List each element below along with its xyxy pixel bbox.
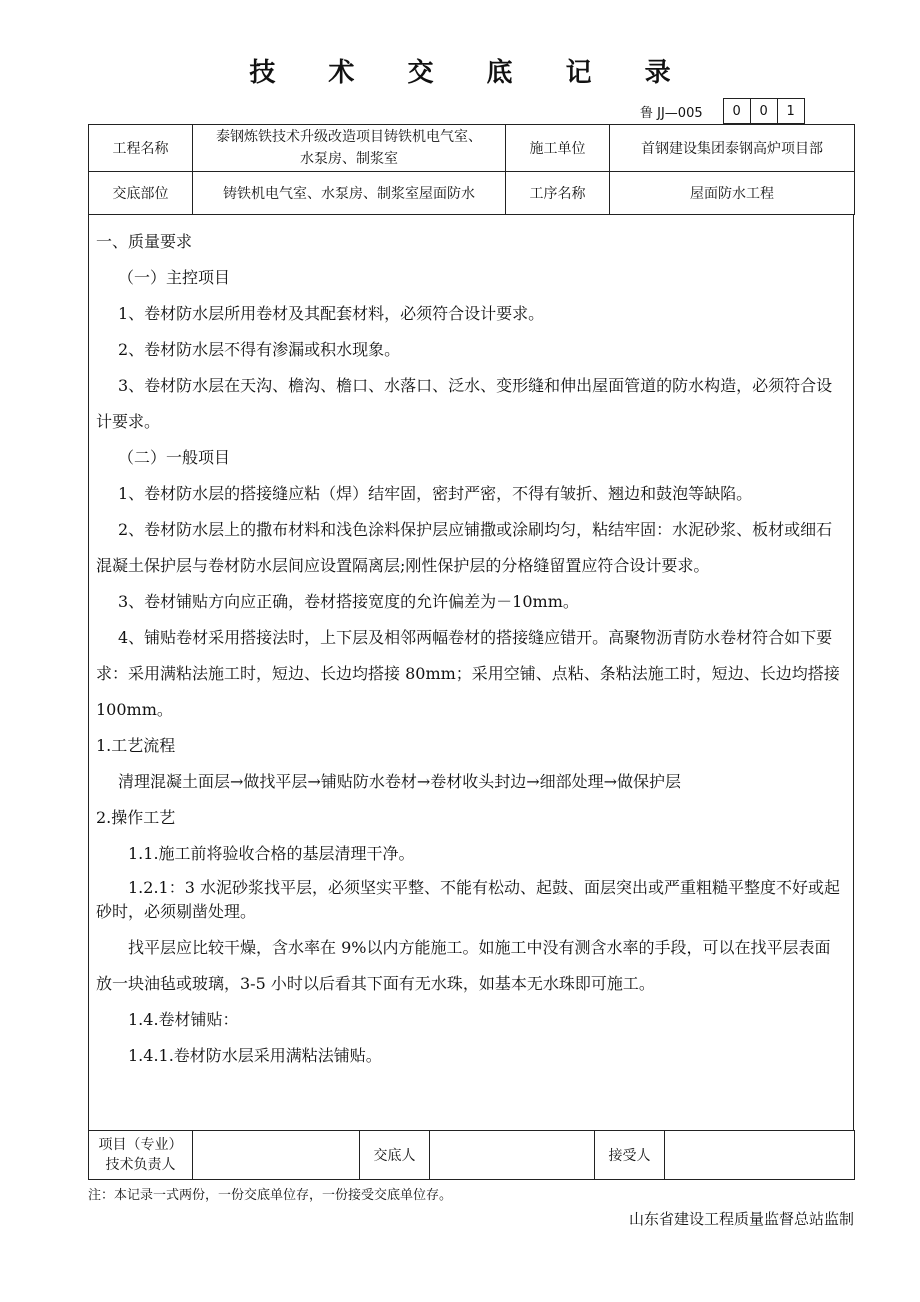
content-paragraph: 2、卷材防水层上的撒布材料和浅色涂料保护层应铺撒或涂刷均匀，粘结牢固：水泥砂浆、板材或细石混凝土保护层与卷材防水层间应设置隔离层;刚性保护层的分格缝留置应符合设计要求。 bbox=[96, 520, 833, 575]
discloser-signature-field[interactable] bbox=[430, 1131, 595, 1180]
section-heading: 2.操作工艺 bbox=[96, 808, 176, 827]
signature-row bbox=[89, 1131, 855, 1180]
disclosure-content bbox=[96, 224, 846, 1074]
header-row-project bbox=[89, 125, 855, 172]
record-number-boxes bbox=[723, 98, 805, 124]
project-name-value bbox=[193, 125, 506, 172]
content-paragraph: 3、卷材铺贴方向应正确，卷材搭接宽度的允许偏差为－10mm。 bbox=[118, 592, 579, 611]
location-label: 交底部位 bbox=[89, 172, 193, 215]
technical-lead-label bbox=[89, 1131, 193, 1180]
contractor-value: 首钢建设集团泰钢高炉项目部 bbox=[610, 125, 855, 172]
discloser-label: 交底人 bbox=[360, 1131, 430, 1180]
content-paragraph: 1.2.1：3 水泥砂浆找平层，必须坚实平整、不能有松动、起鼓、面层突出或严重粗糙平整度不好或起砂时，必须剔凿处理。 bbox=[96, 878, 840, 921]
content-paragraph: 1、卷材防水层所用卷材及其配套材料，必须符合设计要求。 bbox=[118, 304, 545, 323]
location-value: 铸铁机电气室、水泵房、制浆室屋面防水 bbox=[193, 172, 506, 215]
project-name-label: 工程名称 bbox=[89, 125, 193, 172]
subsection-heading: （二）一般项目 bbox=[118, 448, 231, 467]
content-paragraph: 1.4.1.卷材防水层采用满粘法铺贴。 bbox=[128, 1046, 382, 1065]
section-heading: 1.工艺流程 bbox=[96, 736, 176, 755]
receiver-signature-field[interactable] bbox=[665, 1131, 855, 1180]
record-code-label: 鲁 JJ—005 bbox=[640, 105, 703, 121]
content-paragraph: 1、卷材防水层的搭接缝应粘（焊）结牢固，密封严密，不得有皱折、翘边和鼓泡等缺陷。 bbox=[118, 484, 753, 503]
record-number-digit: 0 bbox=[750, 98, 777, 124]
subsection-heading: （一）主控项目 bbox=[118, 268, 231, 287]
process-label: 工序名称 bbox=[506, 172, 610, 215]
document-title: 技 术 交 底 记 录 bbox=[249, 58, 693, 88]
content-paragraph: 1.1.施工前将验收合格的基层清理干净。 bbox=[128, 844, 415, 863]
content-paragraph: 找平层应比较干燥，含水率在 9%以内方能施工。如施工中没有测含水率的手段，可以在找平层表面放一块油毡或玻璃，3-5 小时以后看其下面有无水珠，如基本无水珠即可施工。 bbox=[96, 938, 831, 993]
process-value: 屋面防水工程 bbox=[610, 172, 855, 215]
record-code bbox=[640, 98, 805, 124]
issuer-footer: 山东省建设工程质量监督总站监制 bbox=[628, 1210, 854, 1228]
technical-lead-label-line: 技术负责人 bbox=[105, 1157, 176, 1173]
content-paragraph: 4、铺贴卷材采用搭接法时，上下层及相邻两幅卷材的搭接缝应错开。高聚物沥青防水卷材符合如下要求：采用满粘法施工时，短边、长边均搭接 80mm；采用空铺、点粘、条粘法施工时，短边、长边均搭接 100mm。 bbox=[96, 628, 840, 719]
technical-lead-signature-field[interactable] bbox=[193, 1131, 360, 1180]
contractor-label: 施工单位 bbox=[506, 125, 610, 172]
project-name-line: 泰钢炼铁技术升级改造项目铸铁机电气室、 bbox=[216, 129, 482, 145]
process-flow: 清理混凝土面层→做找平层→铺贴防水卷材→卷材收头封边→细部处理→做保护层 bbox=[118, 772, 682, 791]
project-name-line: 水泵房、制浆室 bbox=[300, 151, 398, 167]
technical-lead-label-line: 项目（专业） bbox=[98, 1137, 183, 1153]
receiver-label: 接受人 bbox=[595, 1131, 665, 1180]
record-number-digit: 0 bbox=[723, 98, 750, 124]
signature-table bbox=[88, 1130, 855, 1180]
content-paragraph: 1.4.卷材铺贴： bbox=[128, 1010, 239, 1029]
header-table bbox=[88, 124, 855, 215]
content-paragraph: 2、卷材防水层不得有渗漏或积水现象。 bbox=[118, 340, 401, 359]
header-row-location bbox=[89, 172, 855, 215]
section-heading: 一、质量要求 bbox=[96, 232, 193, 251]
content-paragraph: 3、卷材防水层在天沟、檐沟、檐口、水落口、泛水、变形缝和伸出屋面管道的防水构造，必须符合设计要求。 bbox=[96, 376, 833, 431]
footnote: 注：本记录一式两份，一份交底单位存，一份接受交底单位存。 bbox=[88, 1188, 453, 1203]
record-number-digit: 1 bbox=[777, 98, 805, 124]
